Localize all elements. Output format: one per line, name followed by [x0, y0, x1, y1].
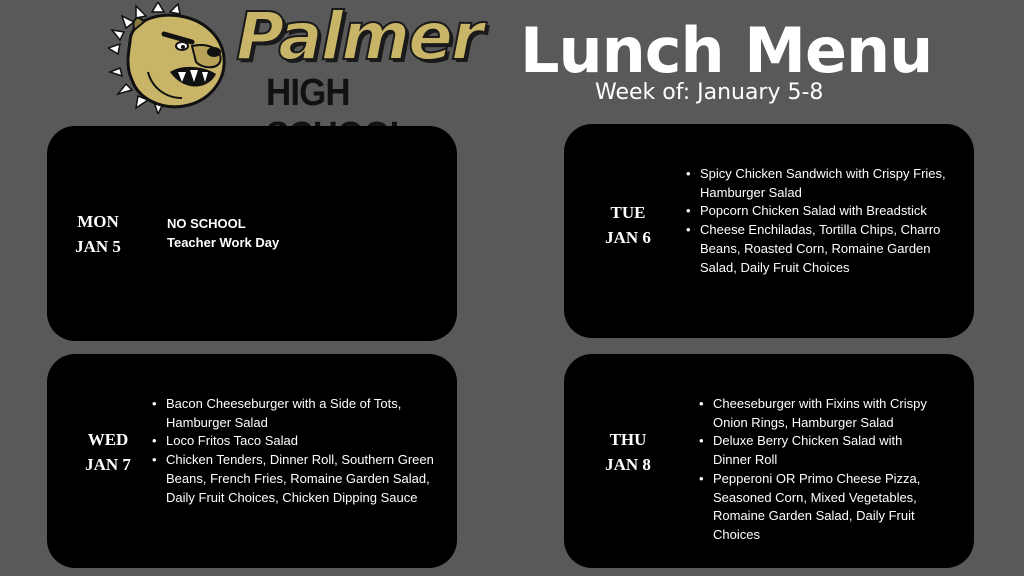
menu-notice [167, 214, 279, 252]
menu-item-list [699, 395, 939, 545]
notice-line: NO SCHOOL [167, 216, 246, 231]
logo-school-subtitle: HIGH [266, 72, 350, 114]
day-label [588, 200, 668, 250]
day-date: JAN 8 [605, 455, 651, 474]
menu-item: • Spicy Chicken Sandwich with Crispy Fries, Hamburger Salad [686, 165, 958, 202]
menu-card-wednesday [47, 354, 457, 568]
day-label [588, 427, 668, 477]
menu-card-tuesday [564, 124, 974, 338]
menu-item: • Pepperoni OR Primo Cheese Pizza, Seasoned Corn, Mixed Vegetables, Romaine Garden Salad, Daily Fruit Choices [699, 470, 939, 545]
bulldog-mascot-icon [108, 2, 232, 114]
menu-item: • Bacon Cheeseburger with a Side of Tots, Hamburger Salad [152, 395, 444, 432]
logo-school-name: Palmer [236, 0, 482, 75]
day-date: JAN 6 [605, 228, 651, 247]
day-of-week: WED [87, 430, 129, 449]
menu-card-thursday [564, 354, 974, 568]
menu-item: • Chicken Tenders, Dinner Roll, Southern Green Beans, French Fries, Romaine Garden Salad, Daily Fruit Choices, Chicken Dipping Sauce [152, 451, 444, 507]
week-label: Week of: January 5-8 [595, 80, 824, 105]
day-of-week: MON [77, 212, 119, 231]
menu-item: • Deluxe Berry Chicken Salad with Dinner Roll [699, 432, 939, 469]
school-logo [108, 2, 508, 114]
menu-item: • Cheeseburger with Fixins with Crispy Onion Rings, Hamburger Salad [699, 395, 939, 432]
day-date: JAN 5 [75, 237, 121, 256]
day-of-week: THU [609, 430, 647, 449]
menu-item: • Cheese Enchiladas, Tortilla Chips, Charro Beans, Roasted Corn, Romaine Garden Salad, Daily Fruit Choices [686, 221, 958, 277]
menu-item: • Popcorn Chicken Salad with Breadstick [686, 202, 958, 221]
page-title: Lunch Menu [520, 14, 933, 87]
menu-item: • Loco Fritos Taco Salad [152, 432, 444, 451]
day-of-week: TUE [610, 203, 646, 222]
day-label [68, 427, 148, 477]
notice-line: Teacher Work Day [167, 235, 280, 250]
menu-item-list [152, 395, 444, 507]
menu-item-list [686, 165, 958, 277]
day-label [58, 209, 138, 259]
day-date: JAN 7 [85, 455, 131, 474]
menu-card-monday [47, 126, 457, 341]
